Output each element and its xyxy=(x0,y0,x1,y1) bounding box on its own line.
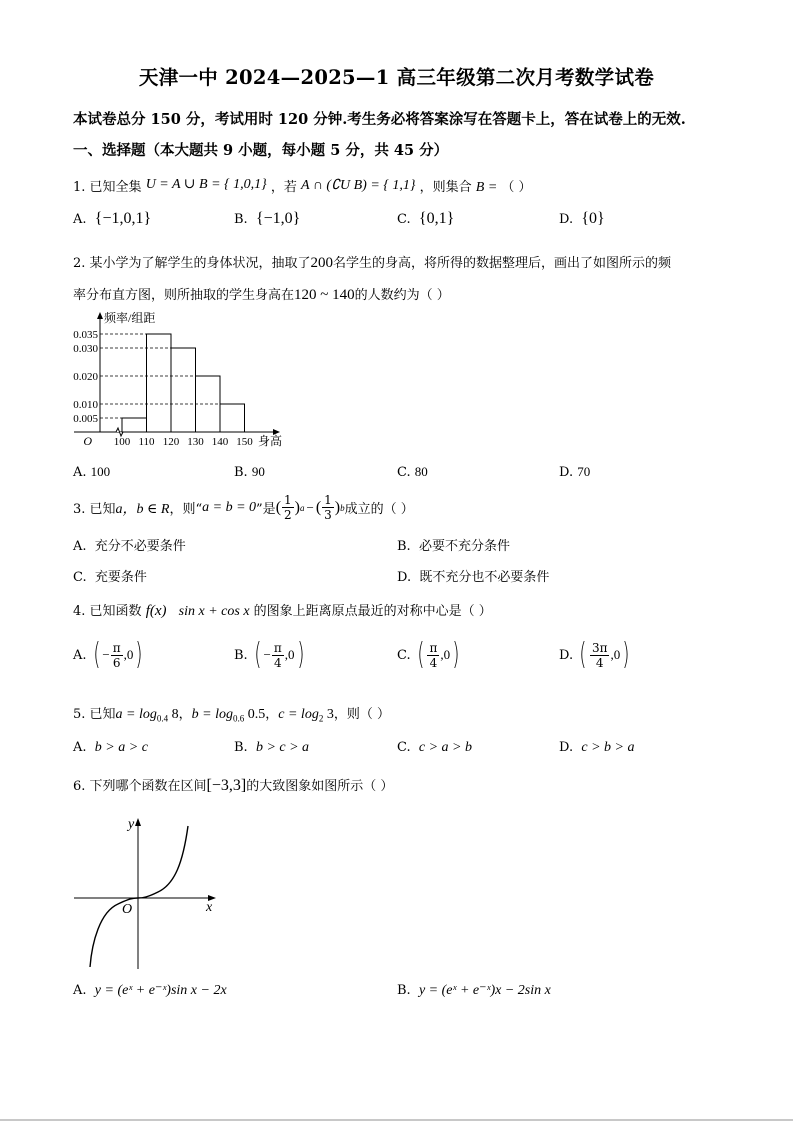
q2-text: 的人数约为（ ） xyxy=(354,288,450,303)
q4-option-b: B. ( − $\frac{\pi}{4}$ ,0 ) xyxy=(234,637,304,672)
q6-interval: [−3,3] xyxy=(206,777,247,794)
option-value: {0,1} xyxy=(418,210,455,227)
q1-tail: ，则集合 xyxy=(419,180,472,195)
x-axis-label: x xyxy=(206,900,213,915)
option-value: b > a > c xyxy=(94,740,148,755)
option-label: B. xyxy=(397,983,411,998)
q2-option-b xyxy=(234,464,265,480)
q4-function: f(x) xyxy=(145,603,167,619)
option-value: {0} xyxy=(581,210,605,227)
y-tick-label: 0.010 xyxy=(73,399,98,411)
q2-text: 2. 某小学为了解学生的身体状况，抽取了 xyxy=(73,256,311,271)
q3-option-b xyxy=(397,535,510,554)
x-tick-label: 130 xyxy=(187,436,204,448)
option-fraction: $\frac{3\pi}{4}$ xyxy=(591,640,608,670)
q3-mid: ，则“ xyxy=(169,502,203,517)
y-axis-label: 频率/组距 xyxy=(104,311,156,325)
exam-notice: 本试卷总分 150 分，考试用时 120 分钟.考生务必将答案涂写在答题卡上，答在试卷上的无效. xyxy=(73,111,686,128)
x-tick-label: 100 xyxy=(113,436,131,448)
y-axis-arrow-icon xyxy=(135,818,141,826)
q2-range: 120 ~ 140 xyxy=(294,287,355,303)
q5-option-d xyxy=(559,740,634,756)
question-4 xyxy=(73,600,492,620)
q1-lead: 1. 已知全集 xyxy=(73,180,142,195)
option-label: B. xyxy=(234,212,248,227)
q1-option-a xyxy=(73,210,151,228)
origin-label: O xyxy=(122,902,133,917)
option-fraction: $\frac{\pi}{4}$ xyxy=(273,640,282,670)
q6-option-a xyxy=(73,982,227,999)
q5-a-base: 0.4 xyxy=(156,713,169,724)
q3-fraction-1: $\frac{1}{2}$ xyxy=(284,493,292,522)
option-value: 100 xyxy=(90,464,111,479)
x-axis-label: 身高 xyxy=(258,434,283,448)
option-value: c > a > b xyxy=(418,740,472,755)
question-2-line-1 xyxy=(73,252,671,272)
option-label: C. xyxy=(397,647,411,663)
y-tick-label: 0.035 xyxy=(73,329,98,341)
q2-sample-size: 200 xyxy=(310,255,334,271)
option-label: A. xyxy=(73,983,87,998)
option-value: 90 xyxy=(251,464,265,479)
q5-c-arg: 3 xyxy=(323,707,334,722)
q5-lead: 5. 已知 xyxy=(73,707,116,722)
q2-option-d xyxy=(559,464,590,480)
y-tick-label: 0.020 xyxy=(73,371,98,383)
x-tick-label: 110 xyxy=(138,436,155,448)
q4-tail: 的图象上距离原点最近的对称中心是（ ） xyxy=(253,604,492,619)
option-label: B. xyxy=(234,647,248,663)
option-value: b > c > a xyxy=(255,740,310,755)
q3-lead: 3. 已知 xyxy=(73,502,116,517)
q5-c-base: 2 xyxy=(318,713,324,724)
option-value: 充要条件 xyxy=(94,570,147,585)
question-3: 3. 已知 a，b ∈ R ，则“ a = b = 0 ”是 ( $\frac{1}{2}$ ) a − ( $\frac{1}{3}$ ) b 成立的（ ） xyxy=(73,493,414,522)
q6-tail: 的大致图象如图所示（ ） xyxy=(246,779,394,794)
option-label: C. xyxy=(397,212,411,227)
option-value: y = (eˣ + e⁻ˣ)sin x − 2x xyxy=(94,983,227,998)
q5-option-a xyxy=(73,740,148,756)
y-axis-arrow-icon xyxy=(97,312,103,319)
option-label: D. xyxy=(397,570,412,585)
q3-mid2: ”是 xyxy=(256,502,276,517)
q3-tail: 成立的（ ） xyxy=(344,502,414,517)
q1-blank: （ ） xyxy=(501,180,532,195)
q2-option-a xyxy=(73,464,110,480)
q3-exponent-b: b xyxy=(340,502,345,513)
q5-c: c = log xyxy=(278,707,319,722)
q2-text: 名学生的身高，将所得的数据整理后，画出了如图所示的频 xyxy=(333,256,672,271)
function-graph xyxy=(70,812,230,972)
question-6 xyxy=(73,775,393,795)
origin-label: O xyxy=(83,434,92,448)
option-label: A. xyxy=(73,465,87,480)
q1-expr-union: U = A ∪ B = { 1,0,1} xyxy=(145,177,267,192)
q3-option-c xyxy=(73,566,147,585)
q1-expr-b: B = xyxy=(475,180,498,195)
q3-option-d xyxy=(397,566,549,585)
histogram-bar xyxy=(122,418,147,432)
q2-text: 率分布直方图，则所抽取的学生身高在 xyxy=(73,288,295,303)
y-tick-label: 0.030 xyxy=(73,343,98,355)
q5-tail: ，则（ ） xyxy=(333,707,390,722)
q5-b-base: 0.6 xyxy=(233,713,245,724)
option-label: B. xyxy=(234,465,248,480)
x-tick-label: 140 xyxy=(211,436,229,448)
option-fraction: $\frac{\pi}{6}$ xyxy=(112,640,121,670)
option-label: C. xyxy=(397,465,411,480)
option-label: B. xyxy=(234,740,248,755)
option-label: D. xyxy=(559,212,574,227)
q5-b: b = log xyxy=(191,707,233,722)
option-label: D. xyxy=(559,647,574,663)
option-value: y = (eˣ + e⁻ˣ)x − 2sin x xyxy=(418,983,551,998)
option-value: 充分不必要条件 xyxy=(94,539,186,554)
option-value: c > b > a xyxy=(581,740,635,755)
option-label: C. xyxy=(397,740,411,755)
q3-exponent-a: a xyxy=(299,502,305,513)
q1-mid: ，若 xyxy=(270,180,297,195)
q5-option-c xyxy=(397,740,472,756)
x-tick-label: 150 xyxy=(236,436,253,448)
q2-option-c xyxy=(397,464,428,480)
x-tick-label: 120 xyxy=(162,436,180,448)
option-value: 70 xyxy=(577,464,591,479)
option-label: C. xyxy=(73,570,87,585)
q1-option-c xyxy=(397,210,454,228)
histogram-bar xyxy=(220,404,245,432)
q5-a-arg: 8 xyxy=(168,707,179,722)
frequency-histogram xyxy=(70,310,290,455)
y-tick-label: 0.005 xyxy=(73,413,98,425)
option-value: 既不充分也不必要条件 xyxy=(419,570,550,585)
histogram-bar xyxy=(171,348,196,432)
option-label: D. xyxy=(559,465,574,480)
option-label: B. xyxy=(397,539,411,554)
q3-option-a xyxy=(73,535,186,554)
q4-lead: 4. 已知函数 xyxy=(73,604,142,619)
option-value: 必要不充分条件 xyxy=(418,539,510,554)
q5-option-b xyxy=(234,740,309,756)
option-value: {−1,0,1} xyxy=(94,210,152,227)
page-title: 天津一中 2024—2025—1 高三年级第二次月考数学试卷 xyxy=(138,66,655,89)
histogram-bar xyxy=(147,334,172,432)
q1-option-d xyxy=(559,210,605,228)
function-curve xyxy=(90,826,188,967)
option-label: A. xyxy=(73,212,87,227)
q5-b-arg: 0.5 xyxy=(244,707,266,722)
q1-expr-intersection: A ∩ (∁U B) = { 1,1} xyxy=(301,178,416,193)
q5-a: a = log xyxy=(115,707,157,722)
option-label: A. xyxy=(73,539,87,554)
q6-lead: 6. 下列哪个函数在区间 xyxy=(73,779,207,794)
question-1 xyxy=(73,176,532,196)
option-label: A. xyxy=(73,647,87,663)
q4-option-a: A. ( − $\frac{\pi}{6}$ ,0 ) xyxy=(73,637,143,672)
option-label: A. xyxy=(73,740,87,755)
section-heading: 一、选择题（本大题共 9 小题，每小题 5 分，共 45 分） xyxy=(73,142,449,159)
q4-option-c: C. ( $\frac{\pi}{4}$ ,0 ) xyxy=(397,637,460,672)
q1-option-b xyxy=(234,210,300,228)
q4-expression: sin x + cos x xyxy=(178,604,250,619)
q3-condition: a = b = 0 xyxy=(202,499,257,515)
question-5 xyxy=(73,703,390,724)
q5-sep: ， xyxy=(265,707,279,722)
option-fraction: $\frac{\pi}{4}$ xyxy=(429,640,438,670)
y-axis-label: y xyxy=(128,817,135,832)
q5-sep: ， xyxy=(178,707,192,722)
option-value: 80 xyxy=(414,464,428,479)
option-value: {−1,0} xyxy=(255,210,301,227)
question-2-line-2 xyxy=(73,284,450,304)
q3-fraction-2: $\frac{1}{3}$ xyxy=(324,493,332,522)
page-bottom-rule xyxy=(0,1119,793,1121)
option-label: D. xyxy=(559,740,574,755)
q3-minus: − xyxy=(306,499,314,515)
q6-option-b xyxy=(397,982,551,999)
q4-option-d: D. ( $\frac{3\pi}{4}$ ,0 ) xyxy=(559,637,630,672)
q3-vars: a，b ∈ R xyxy=(115,501,170,517)
